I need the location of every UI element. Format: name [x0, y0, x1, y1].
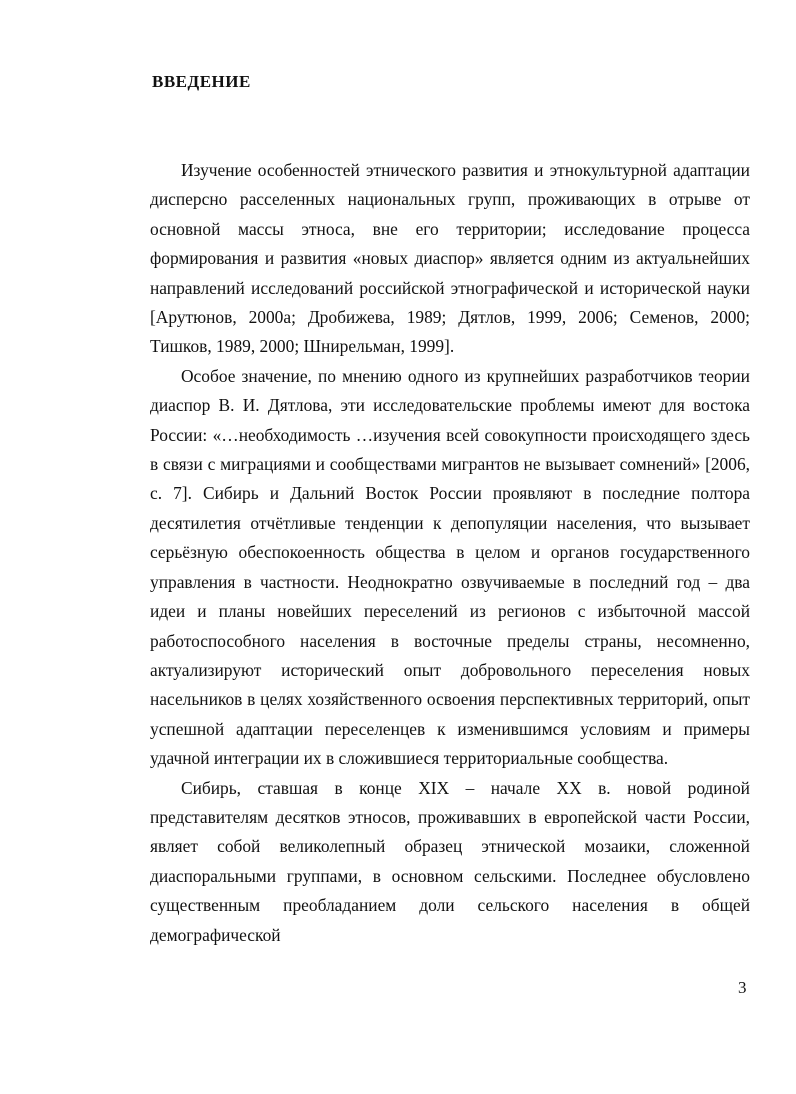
page-number: 3 — [738, 978, 747, 997]
body-text — [150, 156, 750, 950]
paragraph-2: Особое значение, по мнению одного из крупнейших разработчиков теории диаспор В. И. Дятлова, эти исследовательские проблемы имеют для востока России: «…необходимость …изучения всей совокупности происходящего здесь в связи с миграциями и сообществами мигрантов не вызывает сомнений» [2006, с. 7]. Сибирь и Дальний Восток России проявляют в последние полтора десятилетия отчётливые тенденции к депопуляции населения, что вызывает серьёзную обеспокоенность общества в целом и органов государственного управления в частности. Неоднократно озвучиваемые в последний год – два идеи и планы новейших переселений из регионов с избыточной массой работоспособного населения в восточные пределы страны, несомненно, актуализируют исторический опыт добровольного переселения новых насельников в целях хозяйственного освоения перспективных территорий, опыт успешной адаптации переселенцев к изменившимся условиям и примеры удачной интеграции их в сложившиеся территориальные сообщества. — [150, 365, 750, 769]
section-heading: ВВЕДЕНИЕ — [152, 72, 251, 91]
paragraph-1: Изучение особенностей этнического развития и этнокультурной адаптации дисперсно расселенных национальных групп, проживающих в отрыве от основной массы этноса, вне его территории; исследование процесса формирования и развития «новых диаспор» является одним из актуальнейших направлений исследований российской этнографической и исторической науки [Арутюнов, 2000а; Дробижева, 1989; Дятлов, 1999, 2006; Семенов, 2000; Тишков, 1989, 2000; Шнирельман, 1999]. — [150, 160, 750, 357]
paragraph-3: Сибирь, ставшая в конце XIX – начале XX в. новой родиной представителям десятков этносов, проживавших в европейской части России, являет собой великолепный образец этнической мозаики, сложенной диаспоральными группами, в основном сельскими. Последнее обусловлено существенным преобладанием доли сельского населения в общей демографической — [150, 777, 750, 945]
